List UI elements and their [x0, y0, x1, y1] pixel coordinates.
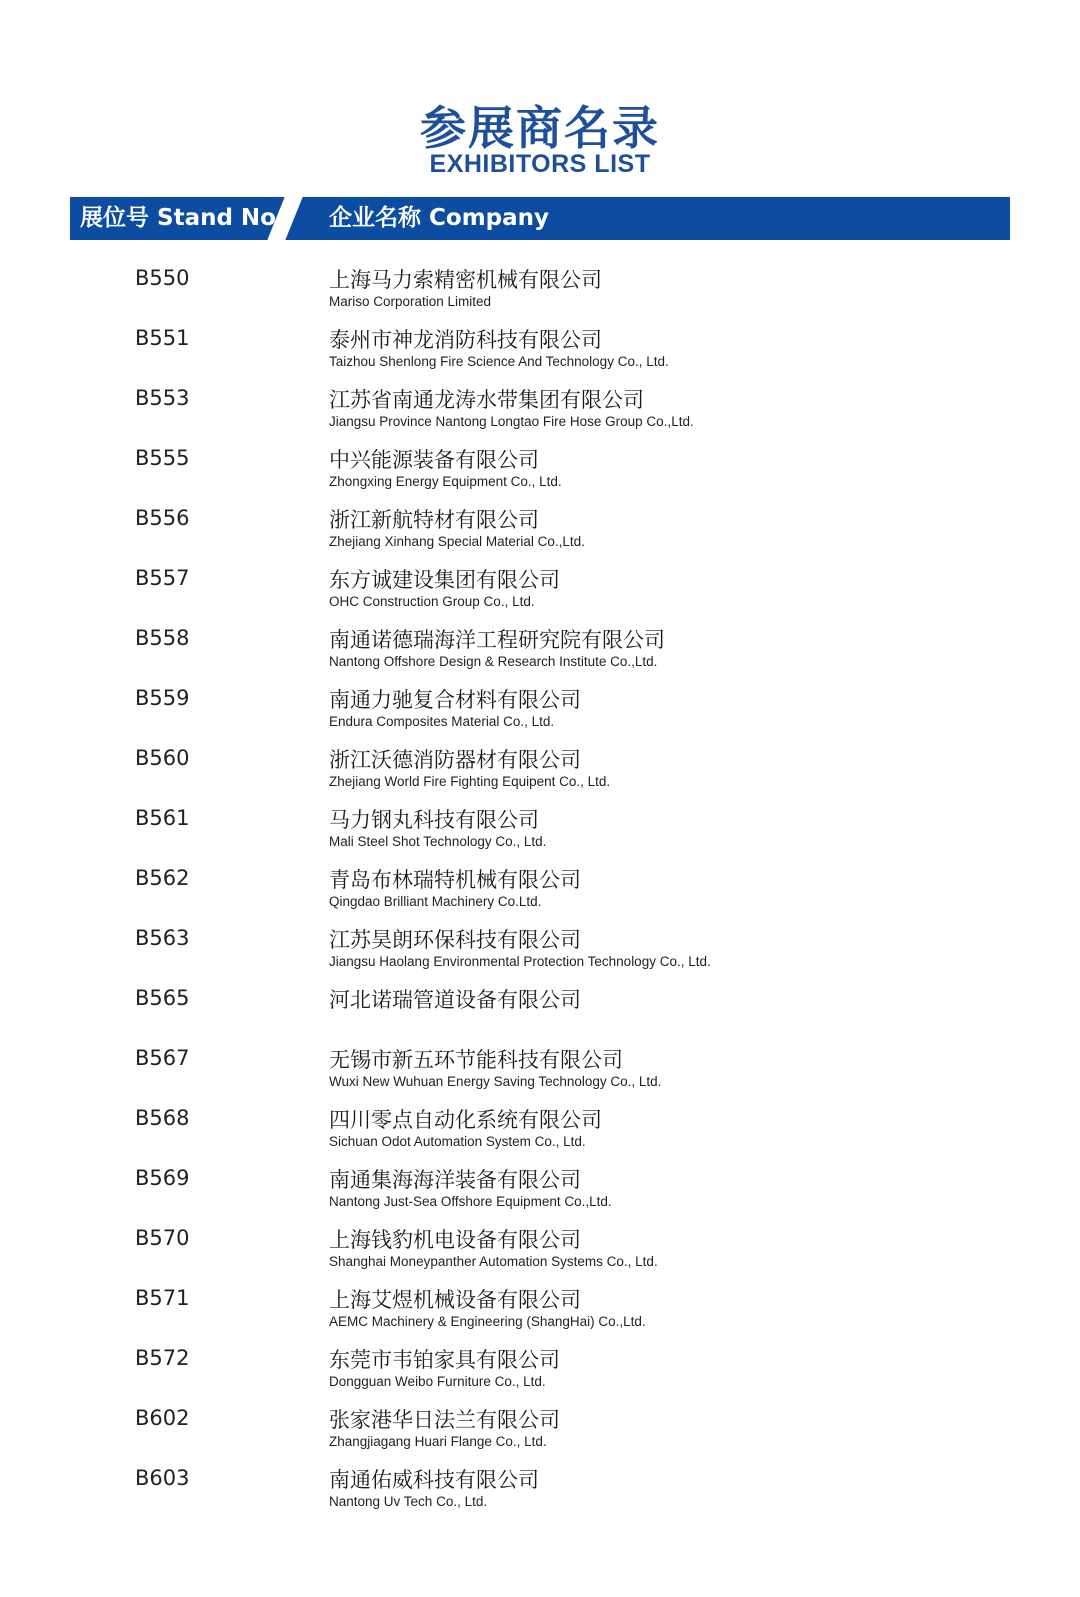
company-name-zh: 张家港华日法兰有限公司 [329, 1408, 560, 1432]
company-name-zh: 上海马力索精密机械有限公司 [329, 268, 602, 292]
stand-number: B551 [135, 326, 190, 350]
stand-number: B571 [135, 1286, 190, 1310]
company-name-en: Wuxi New Wuhuan Energy Saving Technology Co., Ltd. [329, 1074, 662, 1089]
header-stand-no: 展位号 Stand No. [80, 205, 285, 231]
company-name-zh: 浙江沃德消防器材有限公司 [329, 748, 581, 772]
stand-number: B555 [135, 446, 190, 470]
stand-number: B569 [135, 1166, 190, 1190]
company-name-en: Mali Steel Shot Technology Co., Ltd. [329, 834, 547, 849]
exhibitor-row [0, 682, 1080, 742]
stand-number: B556 [135, 506, 190, 530]
company-name-zh: 东莞市韦铂家具有限公司 [329, 1348, 560, 1372]
exhibitor-list [0, 262, 1080, 1522]
exhibitor-row [0, 1282, 1080, 1342]
stand-number: B553 [135, 386, 190, 410]
exhibitor-row [0, 1402, 1080, 1462]
page-subtitle: EXHIBITORS LIST [429, 150, 651, 178]
stand-number: B572 [135, 1346, 190, 1370]
company-name-zh: 上海钱豹机电设备有限公司 [329, 1228, 581, 1252]
exhibitor-row [0, 862, 1080, 922]
company-name-zh: 中兴能源装备有限公司 [329, 448, 539, 472]
company-name-zh: 南通集海海洋装备有限公司 [329, 1168, 581, 1192]
company-name-zh: 马力钢丸科技有限公司 [329, 808, 539, 832]
company-name-en: Endura Composites Material Co., Ltd. [329, 714, 555, 729]
exhibitor-row [0, 742, 1080, 802]
stand-number: B602 [135, 1406, 190, 1430]
company-name-en: Nantong Uv Tech Co., Ltd. [329, 1494, 488, 1509]
company-name-zh: 青岛布林瑞特机械有限公司 [329, 868, 581, 892]
stand-number: B603 [135, 1466, 190, 1490]
exhibitor-row [0, 322, 1080, 382]
company-name-zh: 无锡市新五环节能科技有限公司 [329, 1048, 623, 1072]
company-name-en: Nantong Just-Sea Offshore Equipment Co.,Ltd. [329, 1194, 612, 1209]
exhibitor-row [0, 622, 1080, 682]
company-name-en: Sichuan Odot Automation System Co., Ltd. [329, 1134, 586, 1149]
page-title: 参展商名录 [420, 101, 660, 155]
company-name-zh: 泰州市神龙消防科技有限公司 [329, 328, 602, 352]
company-name-en: Qingdao Brilliant Machinery Co.Ltd. [329, 894, 542, 909]
company-name-en: Nantong Offshore Design & Research Institute Co.,Ltd. [329, 654, 658, 669]
company-name-zh: 南通力驰复合材料有限公司 [329, 688, 581, 712]
exhibitor-row [0, 1102, 1080, 1162]
stand-number: B562 [135, 866, 190, 890]
exhibitor-row [0, 802, 1080, 862]
stand-number: B559 [135, 686, 190, 710]
stand-number: B563 [135, 926, 190, 950]
company-name-en: Zhejiang World Fire Fighting Equipent Co., Ltd. [329, 774, 611, 789]
company-name-zh: 四川零点自动化系统有限公司 [329, 1108, 602, 1132]
company-name-en: Zhongxing Energy Equipment Co., Ltd. [329, 474, 562, 489]
exhibitor-row [0, 562, 1080, 622]
company-name-zh: 河北诺瑞管道设备有限公司 [329, 988, 581, 1012]
exhibitor-row [0, 1162, 1080, 1222]
company-name-en: Dongguan Weibo Furniture Co., Ltd. [329, 1374, 546, 1389]
exhibitor-row [0, 262, 1080, 322]
exhibitor-row [0, 382, 1080, 442]
company-name-en: Jiangsu Province Nantong Longtao Fire Hose Group Co.,Ltd. [329, 414, 694, 429]
exhibitor-row [0, 1462, 1080, 1522]
company-name-zh: 上海艾煜机械设备有限公司 [329, 1288, 581, 1312]
stand-number: B561 [135, 806, 190, 830]
exhibitor-row [0, 922, 1080, 982]
exhibitor-row [0, 1222, 1080, 1282]
company-name-en: Taizhou Shenlong Fire Science And Technology Co., Ltd. [329, 354, 669, 369]
company-name-en: Shanghai Moneypanther Automation Systems Co., Ltd. [329, 1254, 658, 1269]
stand-number: B570 [135, 1226, 190, 1250]
company-name-zh: 江苏昊朗环保科技有限公司 [329, 928, 581, 952]
stand-number: B568 [135, 1106, 190, 1130]
exhibitor-row [0, 1342, 1080, 1402]
stand-number: B565 [135, 986, 190, 1010]
stand-number: B560 [135, 746, 190, 770]
company-name-zh: 东方诚建设集团有限公司 [329, 568, 560, 592]
company-name-en: AEMC Machinery & Engineering (ShangHai) Co.,Ltd. [329, 1314, 646, 1329]
company-name-zh: 浙江新航特材有限公司 [329, 508, 539, 532]
company-name-en: OHC Construction Group Co., Ltd. [329, 594, 535, 609]
stand-number: B558 [135, 626, 190, 650]
company-name-zh: 南通诺德瑞海洋工程研究院有限公司 [329, 628, 665, 652]
company-name-en: Zhangjiagang Huari Flange Co., Ltd. [329, 1434, 547, 1449]
company-name-en: Mariso Corporation Limited [329, 294, 492, 309]
stand-number: B550 [135, 266, 190, 290]
company-name-en: Zhejiang Xinhang Special Material Co.,Ltd. [329, 534, 585, 549]
exhibitor-row [0, 982, 1080, 1042]
stand-number: B567 [135, 1046, 190, 1070]
exhibitor-row [0, 502, 1080, 562]
company-name-zh: 江苏省南通龙涛水带集团有限公司 [329, 388, 644, 412]
company-name-en: Jiangsu Haolang Environmental Protection Technology Co., Ltd. [329, 954, 711, 969]
company-name-zh: 南通佑威科技有限公司 [329, 1468, 539, 1492]
stand-number: B557 [135, 566, 190, 590]
exhibitor-row [0, 1042, 1080, 1102]
exhibitor-row [0, 442, 1080, 502]
header-company: 企业名称 Company [329, 205, 550, 231]
